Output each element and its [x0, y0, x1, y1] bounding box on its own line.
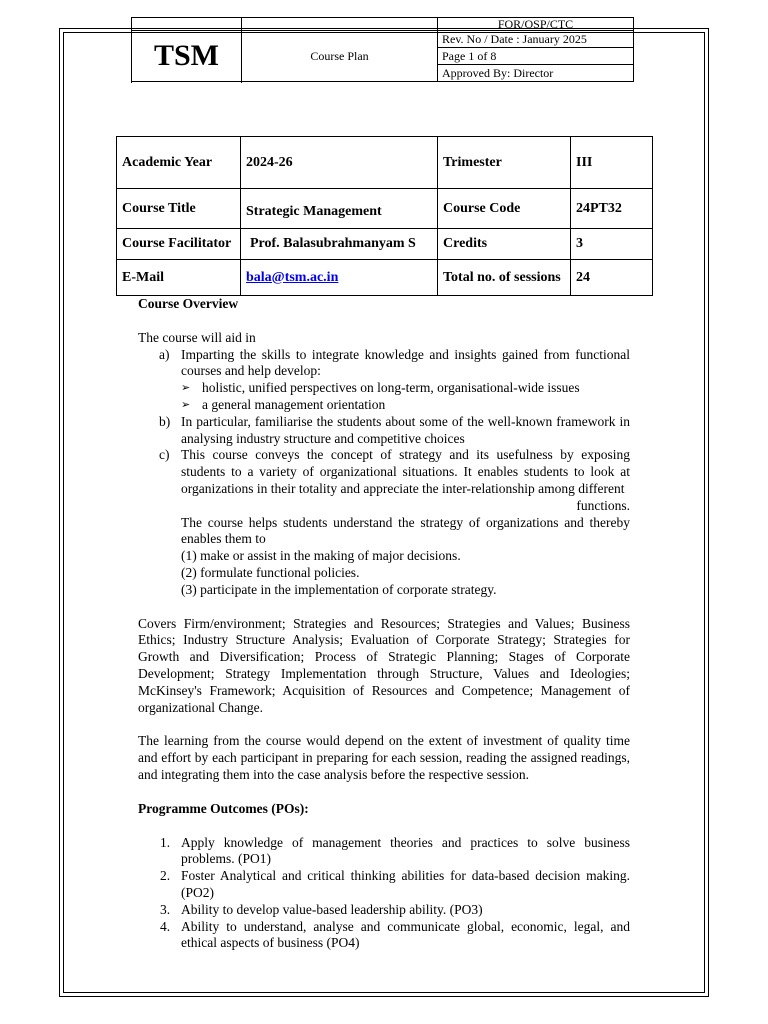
- course-code-value: 24PT32: [571, 189, 653, 229]
- list-item: 3. Ability to develop value-based leadership ability. (PO3): [160, 901, 483, 917]
- tsm-logo: TSM: [132, 31, 242, 82]
- list-item-text-tail: functions.: [576, 497, 630, 513]
- list-item: 1. Apply knowledge of management theories and practices to solve business problems. (PO1): [160, 834, 630, 867]
- doc-type: Course Plan: [242, 31, 438, 82]
- list-item-text: In particular, familiarise the students about some of the well-known framework in analysing industry structure and competitive choices: [181, 413, 630, 446]
- c-point: (1) make or assist in the making of major decisions.: [181, 548, 461, 564]
- academic-year-label: Academic Year: [117, 137, 241, 189]
- email-value: [241, 260, 438, 296]
- course-title-value: Strategic Management: [241, 189, 438, 229]
- learning-paragraph: The learning from the course would depend on the extent of investment of quality time and effort by each participant in preparing for each session, reading the assigned readings, and integrating them into the case analysis before the respective session.: [138, 733, 630, 782]
- list-item: [138, 347, 630, 414]
- revision-date: Rev. No / Date : January 2025: [438, 31, 634, 48]
- academic-year-value: 2024-26: [241, 137, 438, 189]
- covers-paragraph: Covers Firm/environment; Strategies and Resources; Strategies and Values; Business Ethics; Industry Structure Analysis; Evaluation of Corporate Strategy; Strategies for Growth and Diversification; Process of Strategic Planning; Stages of Corporate Development; Strategy Implementation through Structure, Values and Ideologies; McKinsey's Framework; Acquisition of Resources and Competence; Management of organizational Change.: [138, 615, 630, 715]
- form-code: FOR/OSP/CTC: [438, 18, 634, 31]
- list-marker: c): [159, 447, 170, 463]
- list-item-text: This course conveys the concept of strategy and its usefulness by exposing students to a variety of organizational situations. It enables students to look at organizations in their totality and appreciate the inter-relationship among different: [181, 447, 630, 496]
- arrow-bullet-icon: ➢: [181, 397, 191, 411]
- bullet-list: [181, 380, 630, 414]
- document-header: [131, 17, 634, 82]
- list-item: ➢ holistic, unified perspectives on long-term, organisational-wide issues: [181, 380, 580, 396]
- course-facilitator-value: Prof. Balasubrahmanyam S: [241, 229, 438, 260]
- c-point: (3) participate in the implementation of corporate strategy.: [181, 581, 497, 597]
- list-marker: a): [159, 346, 170, 362]
- credits-label: Credits: [438, 229, 571, 260]
- table-row: [117, 229, 653, 260]
- list-item-text: Imparting the skills to integrate knowledge and insights gained from functional courses and help develop:: [181, 346, 630, 379]
- list-item: 4. Ability to understand, analyse and communicate global, economic, legal, and ethical aspects of business (PO4): [160, 918, 630, 951]
- table-row: [117, 260, 653, 296]
- outcomes-list: [138, 835, 630, 953]
- course-info-table: [116, 136, 653, 296]
- trimester-label: Trimester: [438, 137, 571, 189]
- approved-by: Approved By: Director: [438, 65, 634, 82]
- table-row: [117, 137, 653, 189]
- page-number: Page 1 of 8: [438, 48, 634, 65]
- course-overview-heading: Course Overview: [138, 296, 239, 311]
- overview-list: [138, 347, 630, 599]
- table-row: [117, 189, 653, 229]
- list-item: [138, 414, 630, 448]
- c-extra-text: The course helps students understand the strategy of organizations and thereby enables them to: [181, 514, 630, 547]
- email-label: E-Mail: [117, 260, 241, 296]
- course-title-label: Course Title: [117, 189, 241, 229]
- arrow-bullet-icon: ➢: [181, 381, 191, 395]
- list-item: ➢ a general management orientation: [181, 396, 386, 412]
- list-item: [138, 447, 630, 598]
- email-link[interactable]: bala@tsm.ac.in: [246, 269, 339, 285]
- overview-intro: The course will aid in: [138, 329, 256, 345]
- list-item: 2. Foster Analytical and critical thinking abilities for data-based decision making. (PO2): [160, 868, 630, 900]
- course-facilitator-label: Course Facilitator: [117, 229, 241, 260]
- c-point: (2) formulate functional policies.: [181, 564, 360, 580]
- course-content: [138, 296, 630, 952]
- sessions-value: 24: [571, 260, 653, 296]
- course-code-label: Course Code: [438, 189, 571, 229]
- sessions-label: Total no. of sessions: [438, 260, 571, 296]
- credits-value: 3: [571, 229, 653, 260]
- list-marker: b): [159, 413, 171, 429]
- trimester-value: III: [571, 137, 653, 189]
- programme-outcomes-heading: Programme Outcomes (POs):: [138, 800, 309, 816]
